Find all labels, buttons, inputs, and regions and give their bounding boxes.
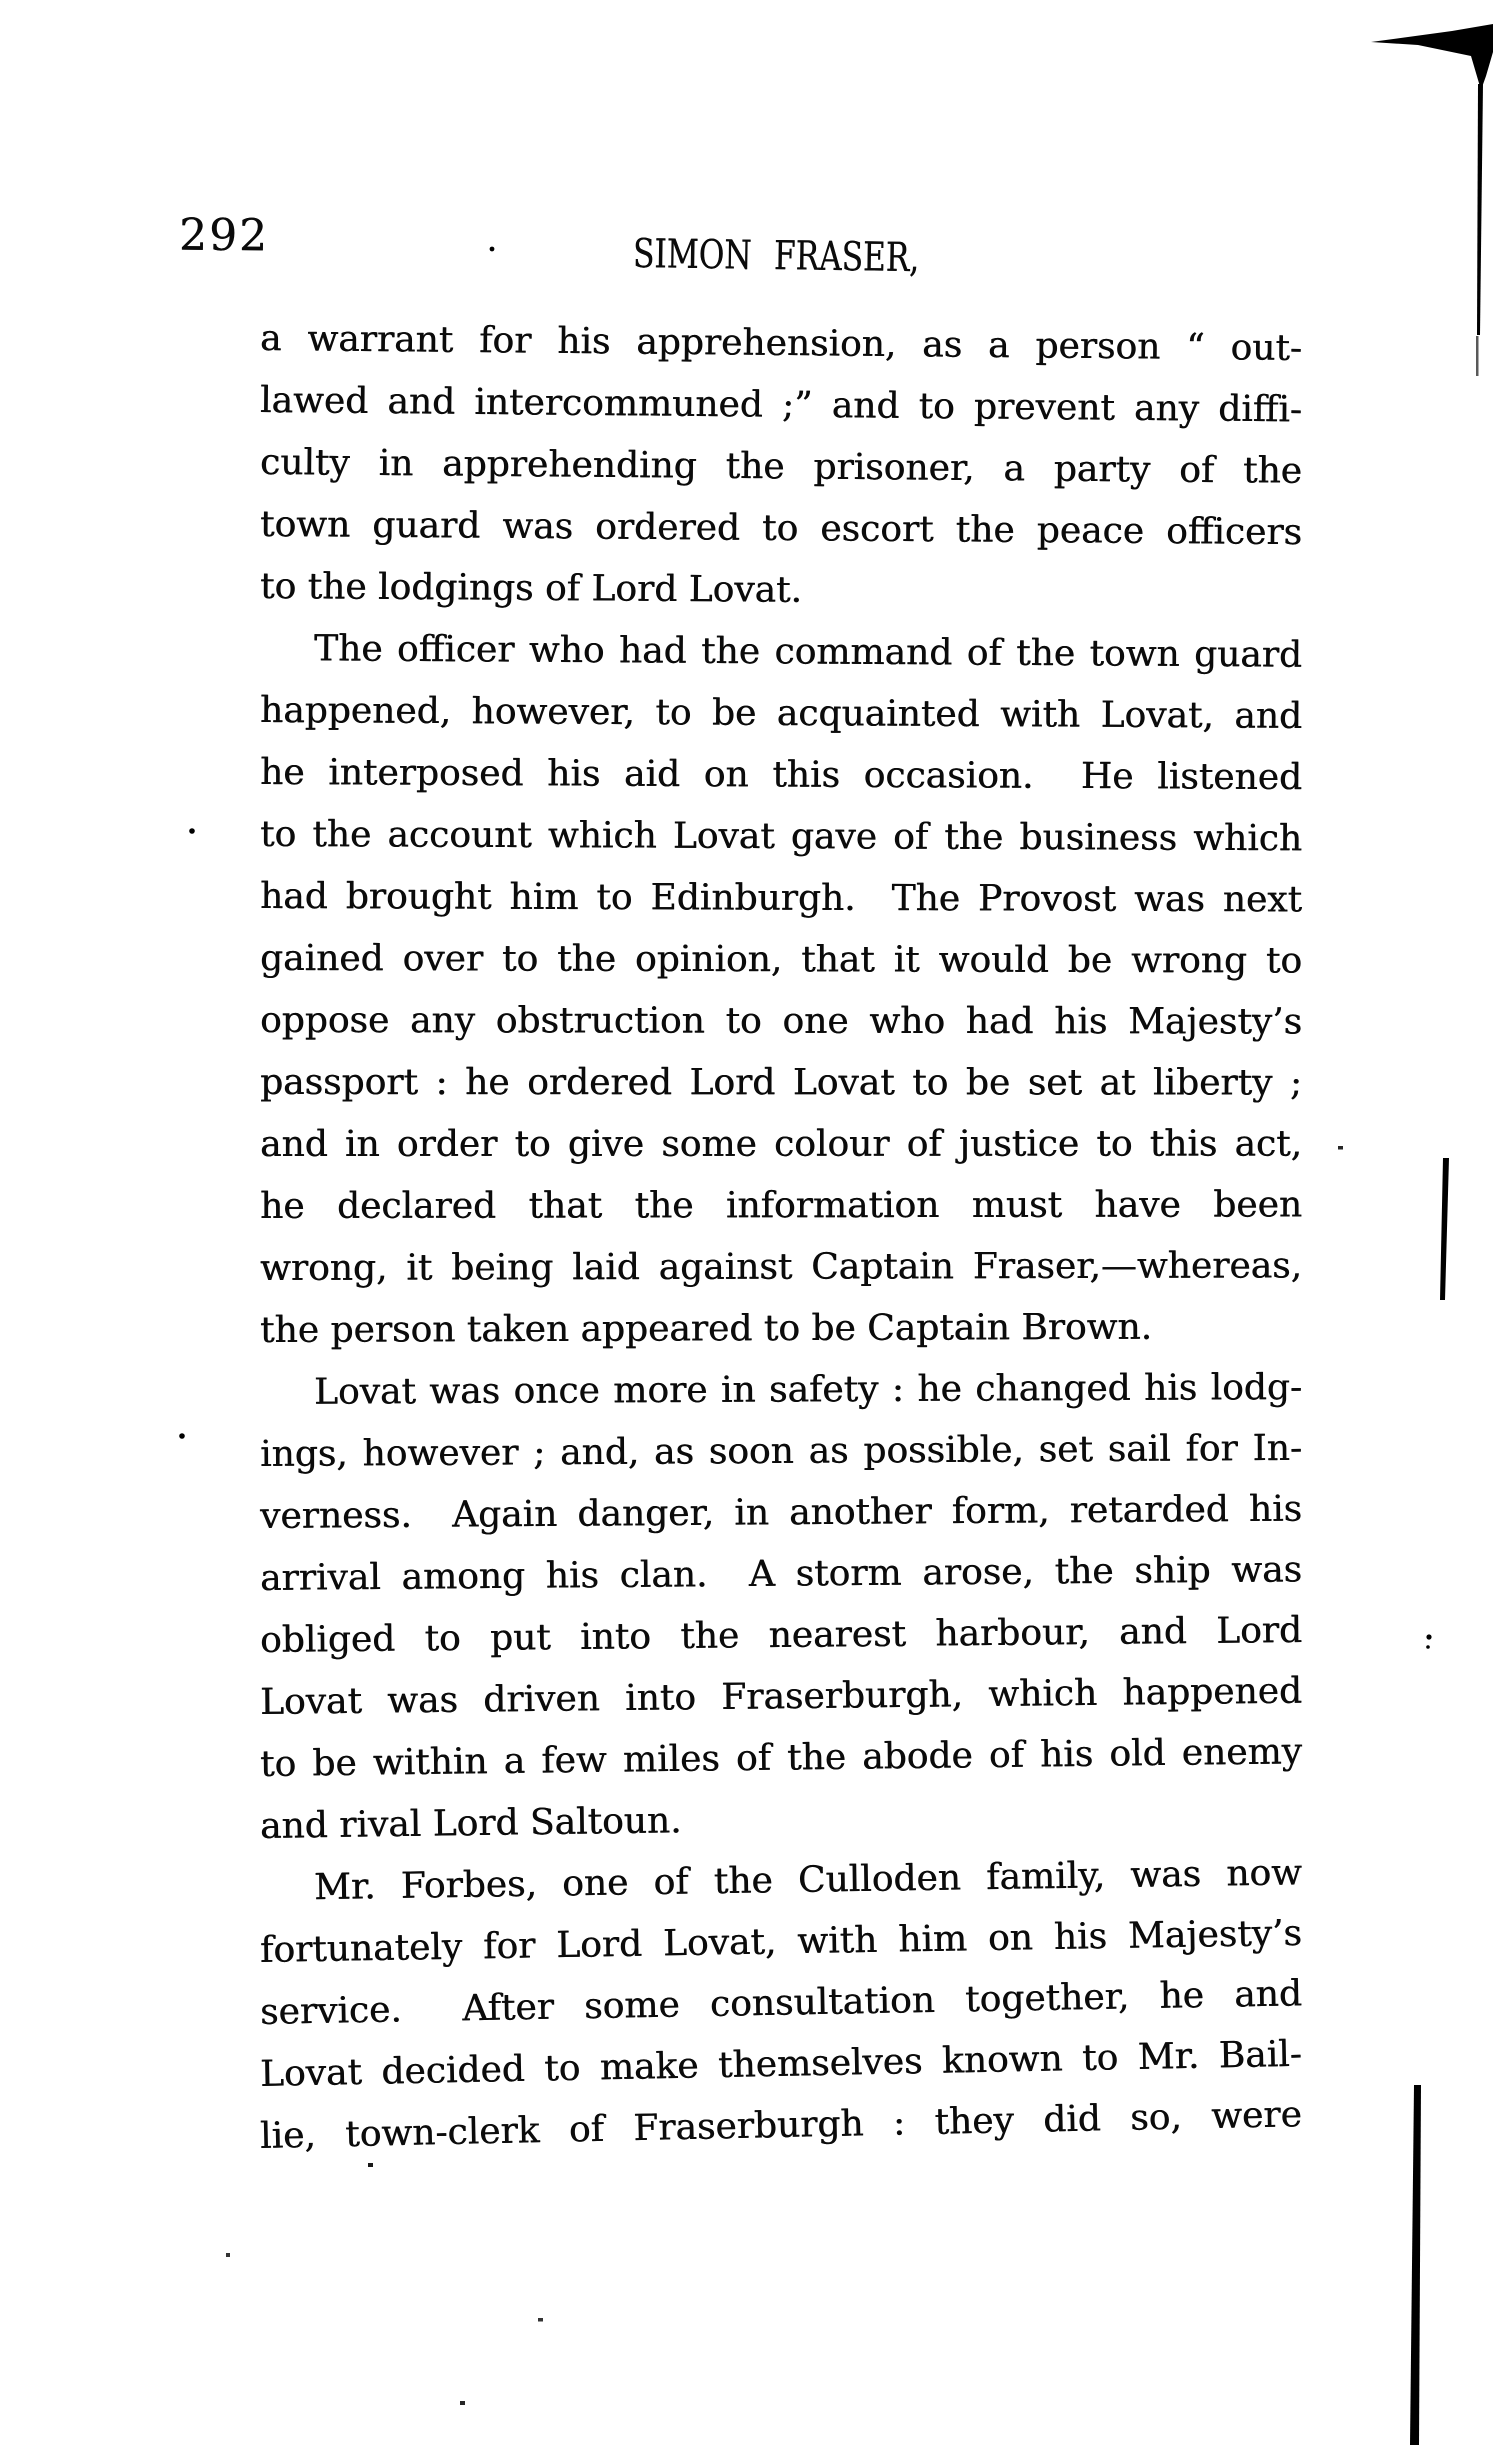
text-line: Lovat was driven into Fraserburgh, which happened: [259, 1670, 1303, 1723]
ink-speck-artifact: [1338, 1146, 1343, 1150]
ink-speck-artifact: [460, 2401, 465, 2405]
text-line: to the lodgings of Lord Lovat.: [259, 566, 803, 611]
text-line: passport : he ordered Lord Lovat to be set at liberty ;: [259, 1062, 1303, 1104]
text-line: lawed and intercommuned ;” and to prevent any diffi-: [259, 380, 1303, 431]
text-line: gained over to the opinion, that it would be wrong to: [259, 938, 1303, 982]
text-line: he interposed his aid on this occasion. He listened: [259, 752, 1303, 799]
page-number: 292: [178, 209, 270, 262]
right-edge-streak-top-artifact: [1477, 84, 1483, 335]
text-line: happened, however, to be acquainted with Lovat, and: [259, 690, 1303, 737]
text-line: and rival Lord Saltoun.: [259, 1800, 682, 1847]
text-line: a warrant for his apprehension, as a person “ out-: [259, 318, 1303, 370]
text-line: arrival among his clan. A storm arose, the ship was: [259, 1549, 1303, 1599]
text-line: to the account which Lovat gave of the business which: [259, 814, 1303, 860]
text-line: obliged to put into the nearest harbour, and Lord: [259, 1610, 1303, 1661]
text-line: had brought him to Edinburgh. The Provost was next: [259, 876, 1303, 921]
corner-shadow-wedge-artifact: [1371, 24, 1493, 90]
ink-speck-artifact: [490, 247, 495, 252]
text-line: service. After some consultation together, he and: [259, 1973, 1303, 2033]
text-line: wrong, it being laid against Captain Fraser,—whereas,: [259, 1245, 1303, 1289]
ink-speck-artifact: [179, 1433, 185, 1439]
ink-speck-artifact: [1426, 1634, 1431, 1639]
text-line: lie, town-clerk of Fraserburgh : they did so, were: [259, 2094, 1303, 2157]
ink-speck-artifact: [1426, 1645, 1430, 1649]
text-line: oppose any obstruction to one who had his Majesty’s: [259, 1000, 1303, 1043]
text-line: Mr. Forbes, one of the Culloden family, was now: [313, 1852, 1303, 1909]
text-line: he declared that the information must have been: [259, 1184, 1303, 1227]
text-line: town guard was ordered to escort the peace officers: [259, 504, 1303, 554]
text-line: Lovat decided to make themselves known to Mr. Bail-: [259, 2033, 1303, 2095]
ink-speck-artifact: [538, 2318, 543, 2322]
text-line: to be within a few miles of the abode of his old enemy: [259, 1731, 1303, 1785]
text-line: ings, however ; and, as soon as possible, set sail for In-: [259, 1427, 1303, 1475]
text-line: the person taken appeared to be Captain Brown.: [259, 1306, 1153, 1351]
text-line: verness. Again danger, in another form, retarded his: [259, 1488, 1303, 1537]
text-line: fortunately for Lord Lovat, with him on his Majesty’s: [259, 1912, 1303, 1971]
text-line: culty in apprehending the prisoner, a party of the: [259, 442, 1303, 492]
text-line: The officer who had the command of the town guard: [313, 628, 1303, 676]
ink-speck-artifact: [226, 2253, 230, 2257]
right-edge-streak-middle-artifact: [1440, 1158, 1449, 1300]
right-edge-streak-top-tail-artifact: [1476, 336, 1479, 376]
text-line: and in order to give some colour of justice to this act,: [259, 1123, 1303, 1165]
right-edge-streak-bottom-artifact: [1410, 2085, 1421, 2445]
text-line: Lovat was once more in safety : he changed his lodg-: [313, 1367, 1303, 1413]
body-text-block: [260, 308, 1302, 2168]
running-header: SIMON FRASER,: [632, 231, 920, 282]
ink-speck-artifact: [189, 828, 195, 834]
